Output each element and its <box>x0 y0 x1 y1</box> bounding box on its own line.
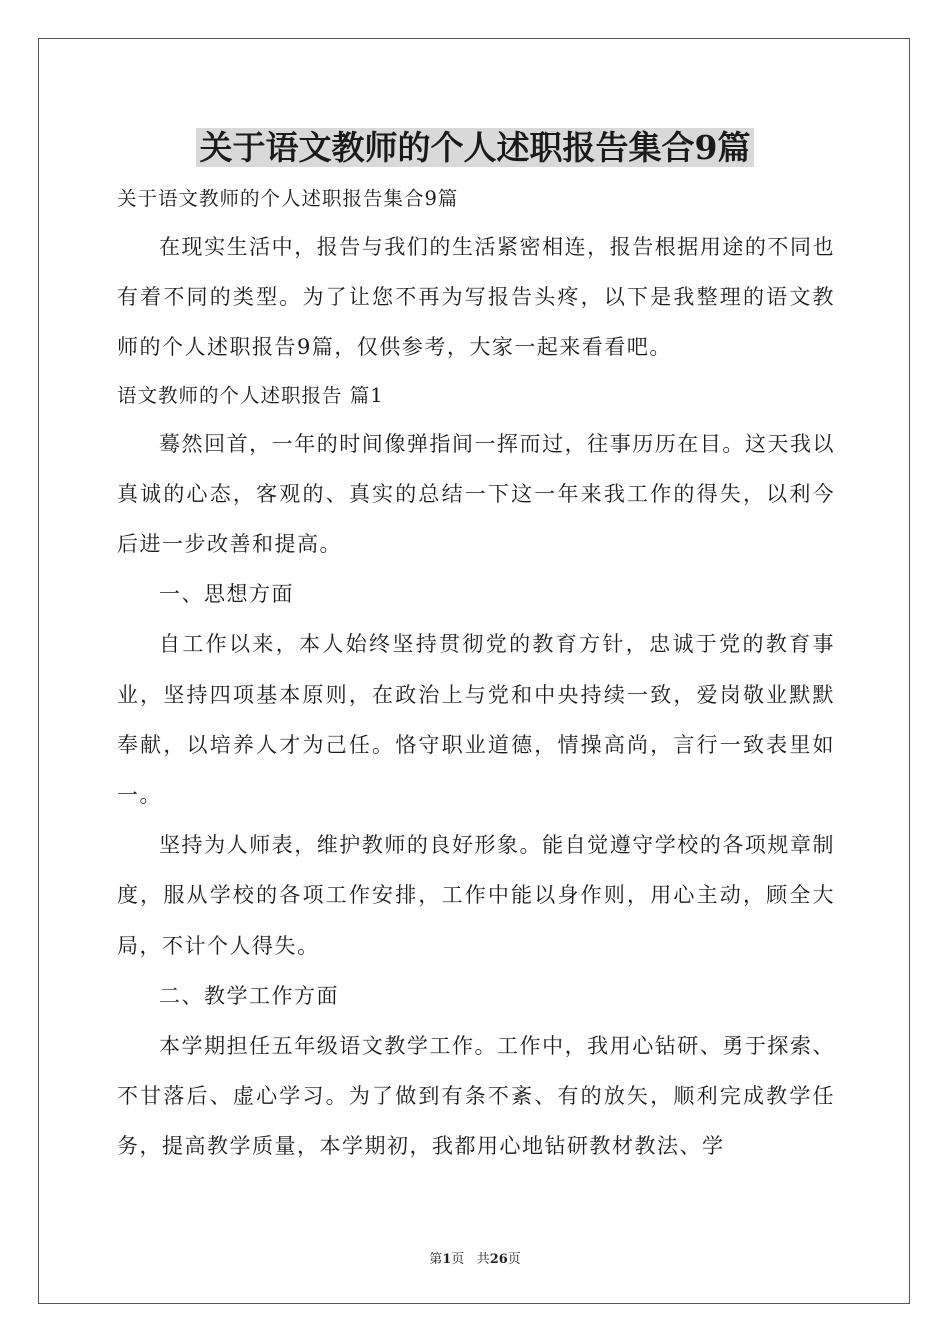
document-title <box>0 124 950 172</box>
paragraph: 蓦然回首，一年的时间像弹指间一挥而过，往事历历在目。这天我以真诚的心态，客观的、真实的总结一下这一年来我工作的得失，以利今后进一步改善和提高。 <box>117 431 835 557</box>
document-title-text: 关于语文教师的个人述职报告集合9篇 <box>196 128 755 167</box>
page-footer <box>0 1248 950 1267</box>
footer-page-prefix: 第 <box>429 1252 443 1267</box>
paragraph: 本学期担任五年级语文教学工作。工作中，我用心钻研、勇于探索、不甘落后、虚心学习。为了做到有条不紊、有的放矢，顺利完成教学任务，提高教学质量，本学期初，我都用心地钻研教材教法、学 <box>117 1034 835 1159</box>
paragraph: 在现实生活中，报告与我们的生活紧密相连，报告根据用途的不同也有着不同的类型。为了让您不再为写报告头疼，以下是我整理的语文教师的个人述职报告9篇，仅供参考，大家一起来看看吧。 <box>117 235 835 360</box>
subsection-heading: 一、思想方面 <box>159 582 294 607</box>
footer-total-suffix: 页 <box>507 1252 521 1267</box>
document-body <box>117 176 835 1172</box>
paragraph: 坚持为人师表，维护教师的良好形象。能自觉遵守学校的各项规章制度，服从学校的各项工作安排，工作中能以身作则，用心主动，顾全大局，不计个人得失。 <box>117 833 835 958</box>
footer-page-mid: 页 <box>451 1252 465 1267</box>
section-heading: 语文教师的个人述职报告 篇1 <box>117 383 384 407</box>
paragraph: 自工作以来，本人始终坚持贯彻党的教育方针，忠诚于党的教育事业，坚持四项基本原则，在政治上与党和中央持续一致，爱岗敬业默默奉献，以培养人才为己任。恪守职业道德，情操高尚，言行一致表里如一。 <box>117 632 835 808</box>
footer-total-pages: 26 <box>489 1252 508 1267</box>
footer-current-page: 1 <box>442 1252 452 1267</box>
paragraph: 关于语文教师的个人述职报告集合9篇 <box>117 187 459 210</box>
subsection-heading: 二、教学工作方面 <box>159 983 339 1008</box>
footer-total-prefix: 共 <box>476 1252 490 1267</box>
